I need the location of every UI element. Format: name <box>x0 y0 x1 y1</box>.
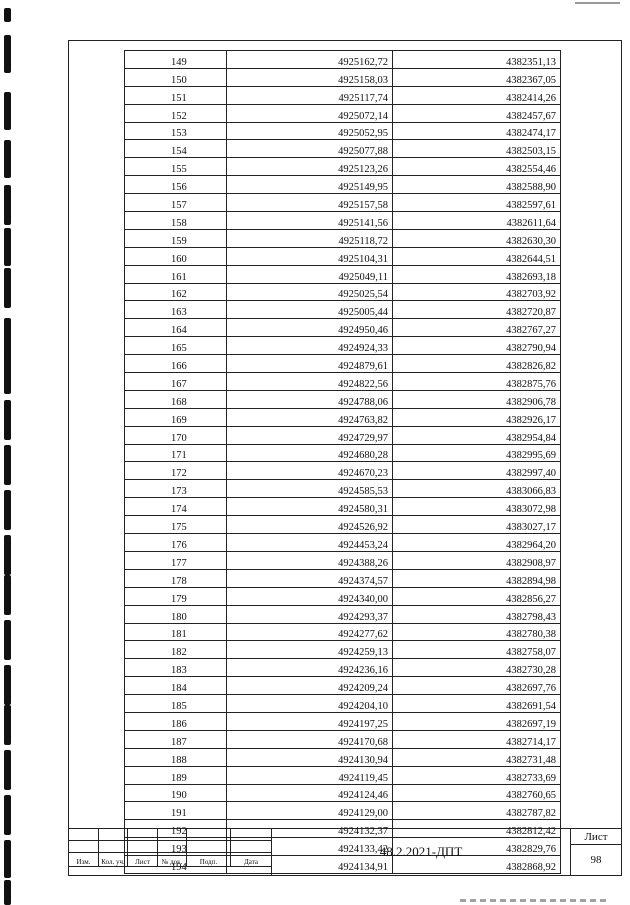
coordinate-x: 4924133,42 <box>227 838 393 856</box>
coordinate-x: 4924293,37 <box>227 605 393 623</box>
point-number: 179 <box>125 587 227 605</box>
label-list: Лист <box>128 853 158 867</box>
point-number: 156 <box>125 176 227 194</box>
binding-mark <box>4 665 11 705</box>
coordinate-y: 4382798,43 <box>393 605 561 623</box>
coordinate-y: 4382697,19 <box>393 712 561 730</box>
table-row <box>125 319 561 337</box>
binding-mark <box>4 705 11 745</box>
point-number: 173 <box>125 480 227 498</box>
sheet-label: Лист <box>571 828 622 845</box>
coordinate-x: 4924763,82 <box>227 408 393 426</box>
table-row <box>125 176 561 194</box>
sheet-box <box>571 828 622 876</box>
coordinate-y: 4382693,18 <box>393 265 561 283</box>
point-number: 150 <box>125 68 227 86</box>
table-row <box>125 623 561 641</box>
coordinate-x: 4924879,61 <box>227 355 393 373</box>
label-izm: Изм. <box>69 853 99 867</box>
table-row <box>125 659 561 677</box>
point-number: 184 <box>125 677 227 695</box>
coordinate-x: 4924129,00 <box>227 802 393 820</box>
table-row <box>125 480 561 498</box>
coordinate-y: 4382856,27 <box>393 587 561 605</box>
label-doc-number: № док. <box>158 853 187 867</box>
table-row <box>125 194 561 212</box>
coordinate-y: 4382767,27 <box>393 319 561 337</box>
binding-hole-marks <box>0 0 20 905</box>
title-block <box>68 828 622 876</box>
coordinate-y: 4382829,76 <box>393 838 561 856</box>
point-number: 180 <box>125 605 227 623</box>
binding-mark <box>4 620 11 660</box>
coordinate-y: 4382691,54 <box>393 695 561 713</box>
point-number: 182 <box>125 641 227 659</box>
table-row <box>125 802 561 820</box>
table-row <box>125 355 561 373</box>
coordinate-y: 4382367,05 <box>393 68 561 86</box>
binding-mark <box>4 795 11 835</box>
table-row <box>125 247 561 265</box>
point-number: 185 <box>125 695 227 713</box>
coordinate-x: 4924236,16 <box>227 659 393 677</box>
table-row <box>125 498 561 516</box>
point-number: 171 <box>125 444 227 462</box>
coordinate-x: 4925052,95 <box>227 122 393 140</box>
point-number: 163 <box>125 301 227 319</box>
point-number: 187 <box>125 730 227 748</box>
coordinate-y: 4383072,98 <box>393 498 561 516</box>
table-row <box>125 229 561 247</box>
point-number: 154 <box>125 140 227 158</box>
label-kol-uch: Кол. уч. <box>99 853 128 867</box>
point-number: 157 <box>125 194 227 212</box>
coordinate-y: 4382554,46 <box>393 158 561 176</box>
coordinate-x: 4925158,03 <box>227 68 393 86</box>
coordinate-x: 4924197,25 <box>227 712 393 730</box>
point-number: 188 <box>125 748 227 766</box>
binding-mark <box>4 575 11 615</box>
coordinate-y: 4382630,30 <box>393 229 561 247</box>
table-row <box>125 534 561 552</box>
coordinate-x: 4924340,00 <box>227 587 393 605</box>
table-row <box>125 551 561 569</box>
coordinate-x: 4924374,57 <box>227 569 393 587</box>
coordinate-y: 4382733,69 <box>393 766 561 784</box>
point-number: 186 <box>125 712 227 730</box>
coordinate-y: 4382697,76 <box>393 677 561 695</box>
table-row <box>125 605 561 623</box>
binding-mark <box>4 535 11 575</box>
point-number: 168 <box>125 390 227 408</box>
point-number: 170 <box>125 426 227 444</box>
point-number: 183 <box>125 659 227 677</box>
binding-mark <box>4 185 11 225</box>
coordinate-x: 4924822,56 <box>227 373 393 391</box>
coordinate-y: 4382611,64 <box>393 212 561 230</box>
table-row <box>125 444 561 462</box>
coordinate-y: 4382703,92 <box>393 283 561 301</box>
table-row <box>125 641 561 659</box>
coordinate-x: 4925162,72 <box>227 51 393 69</box>
coordinate-x: 4924788,06 <box>227 390 393 408</box>
table-row <box>125 712 561 730</box>
coordinate-y: 4382926,17 <box>393 408 561 426</box>
coordinate-y: 4382906,78 <box>393 390 561 408</box>
coordinate-x: 4925117,74 <box>227 86 393 104</box>
coordinate-y: 4382868,92 <box>393 856 561 874</box>
coordinate-y: 4382908,97 <box>393 551 561 569</box>
coordinate-x: 4924134,91 <box>227 856 393 874</box>
table-row <box>125 516 561 534</box>
point-number: 169 <box>125 408 227 426</box>
point-number: 167 <box>125 373 227 391</box>
binding-mark <box>4 445 11 485</box>
table-row <box>125 301 561 319</box>
point-number: 162 <box>125 283 227 301</box>
coordinate-x: 4925123,26 <box>227 158 393 176</box>
coordinate-y: 4382597,61 <box>393 194 561 212</box>
coordinate-y: 4382588,90 <box>393 176 561 194</box>
binding-mark <box>4 880 11 905</box>
table-row <box>125 766 561 784</box>
coordinate-y: 4382730,28 <box>393 659 561 677</box>
coordinate-x: 4924170,68 <box>227 730 393 748</box>
point-number: 193 <box>125 838 227 856</box>
revision-labels-row <box>69 853 272 867</box>
binding-mark <box>4 268 11 308</box>
coordinate-x: 4925077,88 <box>227 140 393 158</box>
coordinate-x: 4924950,46 <box>227 319 393 337</box>
point-number: 190 <box>125 784 227 802</box>
binding-mark <box>4 352 11 394</box>
coordinate-y: 4382780,38 <box>393 623 561 641</box>
coordinate-x: 4925025,54 <box>227 283 393 301</box>
coordinate-y: 4382964,20 <box>393 534 561 552</box>
coordinate-x: 4924670,23 <box>227 462 393 480</box>
coordinate-x: 4924526,92 <box>227 516 393 534</box>
binding-mark <box>4 840 11 878</box>
coordinate-x: 4924119,45 <box>227 766 393 784</box>
table-row <box>125 337 561 355</box>
point-number: 161 <box>125 265 227 283</box>
coordinate-x: 4924729,97 <box>227 426 393 444</box>
coordinate-y: 4382875,76 <box>393 373 561 391</box>
table-row <box>125 730 561 748</box>
table-row <box>125 122 561 140</box>
coordinate-y: 4382503,15 <box>393 140 561 158</box>
sheet-number: 98 <box>571 845 622 876</box>
coordinate-x: 4924209,24 <box>227 677 393 695</box>
coordinate-x: 4924680,28 <box>227 444 393 462</box>
point-number: 192 <box>125 820 227 838</box>
table-row <box>125 748 561 766</box>
point-number: 172 <box>125 462 227 480</box>
coordinate-y: 4382414,26 <box>393 86 561 104</box>
table-row <box>125 283 561 301</box>
scan-artifact-bottom <box>460 899 610 902</box>
coordinate-y: 4382997,40 <box>393 462 561 480</box>
coordinate-x: 4925104,31 <box>227 247 393 265</box>
coordinate-x: 4924453,24 <box>227 534 393 552</box>
point-number: 160 <box>125 247 227 265</box>
coordinate-y: 4383066,83 <box>393 480 561 498</box>
point-number: 152 <box>125 104 227 122</box>
binding-mark <box>4 92 11 130</box>
coordinate-y: 4382758,07 <box>393 641 561 659</box>
table-row <box>125 462 561 480</box>
coordinate-y: 4383027,17 <box>393 516 561 534</box>
coordinate-x: 4925157,58 <box>227 194 393 212</box>
point-number: 149 <box>125 51 227 69</box>
coordinate-x: 4925118,72 <box>227 229 393 247</box>
coordinate-x: 4925149,95 <box>227 176 393 194</box>
table-row <box>125 68 561 86</box>
coordinate-x: 4925072,14 <box>227 104 393 122</box>
point-number: 166 <box>125 355 227 373</box>
coordinate-y: 4382457,67 <box>393 104 561 122</box>
binding-mark <box>4 140 11 178</box>
point-number: 164 <box>125 319 227 337</box>
binding-mark <box>4 400 11 440</box>
table-row <box>125 784 561 802</box>
coordinate-x: 4925049,11 <box>227 265 393 283</box>
table-row <box>125 86 561 104</box>
revision-row <box>69 829 272 841</box>
table-row <box>125 104 561 122</box>
point-number: 175 <box>125 516 227 534</box>
point-number: 158 <box>125 212 227 230</box>
coordinate-y: 4382351,13 <box>393 51 561 69</box>
table-row <box>125 51 561 69</box>
coordinate-y: 4382714,17 <box>393 730 561 748</box>
coordinate-y: 4382826,82 <box>393 355 561 373</box>
scan-artifact-top <box>575 2 620 4</box>
binding-mark <box>4 8 11 22</box>
coordinate-x: 4924132,37 <box>227 820 393 838</box>
coordinate-y: 4382474,17 <box>393 122 561 140</box>
document-code: 48.2.2021-ДПТ <box>271 828 571 876</box>
point-number: 178 <box>125 569 227 587</box>
coordinate-x: 4924388,26 <box>227 551 393 569</box>
coordinate-y: 4382894,98 <box>393 569 561 587</box>
coordinate-y: 4382644,51 <box>393 247 561 265</box>
coordinate-x: 4924580,31 <box>227 498 393 516</box>
coordinate-y: 4382731,48 <box>393 748 561 766</box>
table-row <box>125 426 561 444</box>
revision-grid <box>68 828 272 867</box>
table-row <box>125 390 561 408</box>
coordinate-y: 4382760,65 <box>393 784 561 802</box>
coordinate-x: 4924259,13 <box>227 641 393 659</box>
point-number: 176 <box>125 534 227 552</box>
point-number: 191 <box>125 802 227 820</box>
table-row <box>125 677 561 695</box>
point-number: 194 <box>125 856 227 874</box>
coordinate-x: 4924204,10 <box>227 695 393 713</box>
coordinate-x: 4924924,33 <box>227 337 393 355</box>
table-row <box>125 695 561 713</box>
table-row <box>125 373 561 391</box>
revision-row <box>69 841 272 853</box>
point-number: 151 <box>125 86 227 104</box>
binding-mark <box>4 35 11 73</box>
coordinate-y: 4382954,84 <box>393 426 561 444</box>
binding-mark <box>4 228 11 266</box>
coordinate-x: 4924585,53 <box>227 480 393 498</box>
coordinate-x: 4924130,94 <box>227 748 393 766</box>
point-number: 153 <box>125 122 227 140</box>
coordinates-table <box>124 50 561 874</box>
table-row <box>125 265 561 283</box>
coordinate-y: 4382790,94 <box>393 337 561 355</box>
coordinate-y: 4382812,42 <box>393 820 561 838</box>
point-number: 181 <box>125 623 227 641</box>
table-row <box>125 140 561 158</box>
point-number: 165 <box>125 337 227 355</box>
label-signature: Подп. <box>187 853 231 867</box>
coordinates-table-body <box>125 51 561 874</box>
table-row <box>125 408 561 426</box>
table-row <box>125 569 561 587</box>
coordinate-y: 4382787,82 <box>393 802 561 820</box>
coordinate-x: 4925005,44 <box>227 301 393 319</box>
label-date: Дата <box>231 853 272 867</box>
binding-mark <box>4 750 11 790</box>
coordinate-x: 4924124,46 <box>227 784 393 802</box>
table-row <box>125 212 561 230</box>
table-row <box>125 587 561 605</box>
point-number: 177 <box>125 551 227 569</box>
point-number: 159 <box>125 229 227 247</box>
point-number: 155 <box>125 158 227 176</box>
point-number: 189 <box>125 766 227 784</box>
binding-mark <box>4 490 11 530</box>
coordinate-y: 4382995,69 <box>393 444 561 462</box>
coordinate-x: 4925141,56 <box>227 212 393 230</box>
table-row <box>125 158 561 176</box>
coordinate-y: 4382720,87 <box>393 301 561 319</box>
coordinate-x: 4924277,62 <box>227 623 393 641</box>
point-number: 174 <box>125 498 227 516</box>
